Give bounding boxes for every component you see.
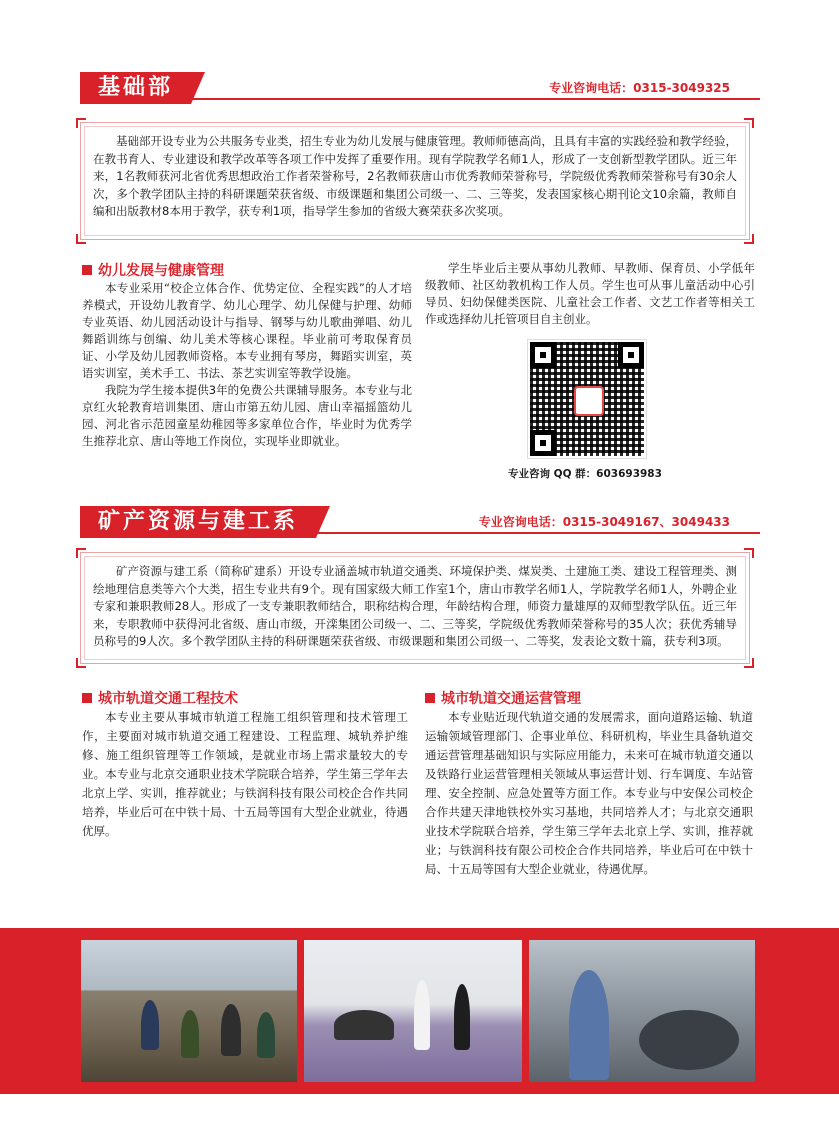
students-figure — [334, 1010, 394, 1040]
major-paragraph: 本专业采用“校企立体合作、优势定位、全程实践”的人才培养模式，开设幼儿教育学、幼儿心理学、幼儿保健与护理、幼师专业英语、幼儿园活动设计与指导、钢琴与幼儿歌曲弹唱、幼儿舞蹈训练与创编、幼儿美术等核心课程。毕业前可考取保育员证、小学及幼儿园教师资格。本专业拥有琴房，舞蹈实训室，英语实训室，美术手工、书法、茶艺实训室等教学设施。 — [82, 281, 412, 380]
worker-figure — [141, 1000, 159, 1050]
major-description — [425, 708, 753, 879]
major-title-text: 幼儿发展与健康管理 — [98, 263, 224, 279]
major-title-rail-engineering — [82, 688, 238, 708]
intro-box-mining-dept — [80, 552, 750, 664]
consult-phone: 专业咨询电话：0315-3049325 — [549, 81, 730, 95]
intro-text: 基础部开设专业为公共服务专业类，招生专业为幼儿发展与健康管理。教师师德高尚，且具有丰富的实践经验和教学经验，在教书育人、专业建设和教学改革等各项工作中发挥了重要作用。现有学院教学名师1人，形成了一支创新型教学团队。近三年来，1名教师获河北省优秀思想政治工作者荣誉称号，2名教师获唐山市优秀教师荣誉称号，学院级优秀教师荣誉称号有30余人次，多个教学团队主持的科研课题荣获省级、市级课题和集团公司级一、二、三等奖，发表国家核心期刊论文10余篇，教师自编和出版教材8本用于教学，获专利1项，指导学生参加的省级大赛荣获多次奖项。 — [93, 134, 737, 218]
frame-corner — [744, 658, 754, 668]
intro-box-basic-dept — [80, 122, 750, 240]
frame-corner — [76, 118, 86, 128]
major-title-text: 城市轨道交通工程技术 — [98, 691, 238, 707]
frame-corner — [744, 118, 754, 128]
major-paragraph: 本专业贴近现代轨道交通的发展需求，面向道路运输、轨道运输领域管理部门、企事业单位、科研机构，毕业生具备轨道交通运营管理基础知识与实际应用能力，未来可在城市轨道交通以及铁路行业运营管理相关领域从事运营计划、行车调度、车站管理、安全控制、应急处置等方面工作。本专业与中安保公司校企合作共建天津地铁校外实习基地，共同培养人才；与北京交通职业技术学院联合培养，学生第三学年去北京上学、实训，推荐就业；与铁润科技有限公司校企合作共同培养，毕业后可在中铁十局、十五局等国有大型企业就业，待遇优厚。 — [425, 710, 753, 876]
section-header-basic-dept — [80, 68, 760, 104]
frame-corner — [76, 234, 86, 244]
worker-figure — [569, 970, 609, 1080]
square-bullet-icon — [82, 265, 92, 275]
worker-figure — [221, 1004, 241, 1056]
person-figure — [454, 984, 470, 1050]
major-title-early-childhood — [82, 260, 224, 280]
qr-finder — [618, 342, 644, 368]
consult-phone: 专业咨询电话：0315-3049167、3049433 — [478, 515, 730, 529]
qq-group: 专业咨询 QQ 群：603693983 — [508, 468, 662, 480]
square-bullet-icon — [425, 693, 435, 703]
major-description — [82, 708, 408, 841]
qr-finder — [530, 342, 556, 368]
section-title: 矿产资源与建工系 — [80, 506, 316, 538]
worker-figure — [181, 1010, 199, 1058]
major-paragraph: 本专业主要从事城市轨道工程施工组织管理和技术管理工作，主要面对城市轨道交通工程建设、工程监理、城轨养护维修、施工组织管理等工作领域，是就业市场上需求量较大的专业。本专业与北京交通职业技术学院联合培养，学生第三学年去北京上学、实训，推荐就业；与铁润科技有限公司校企合作共同培养，毕业后可在中铁十局、十五局等国有大型企业就业，待遇优厚。 — [82, 710, 408, 838]
qr-code-icon — [528, 340, 646, 458]
major-title-text: 城市轨道交通运营管理 — [441, 691, 581, 707]
photo-classroom — [304, 940, 522, 1082]
career-paragraph: 学生毕业后主要从事幼儿教师、早教师、保育员、小学低年级教师、社区幼教机构工作人员。学生也可从事儿童活动中心引导员、妇幼保健类医院、儿童社会工作者、文艺工作者等相关工作或选择幼儿托管项目自主创业。 — [425, 261, 755, 326]
section-header-mining-dept — [80, 502, 760, 538]
major-title-rail-operations — [425, 688, 581, 708]
photo-train-workshop — [529, 940, 755, 1082]
person-figure — [414, 980, 430, 1050]
frame-corner — [76, 548, 86, 558]
frame-corner — [744, 234, 754, 244]
intro-text: 矿产资源与建工系（简称矿建系）开设专业涵盖城市轨道交通类、环境保护类、煤炭类、土建施工类、建设工程管理类、测绘地理信息类等六个大类，招生专业共有9个。现有国家级大师工作室1个，唐山市教学名师1人，学院教学名师1人，外聘企业专家和兼职教师28人。形成了一支专兼职教师结合，职称结构合理，年龄结构合理，师资力量雄厚的双师型教学队伍。近三年来，专职教师中获得河北省级、唐山市级，开滦集团公司级一、二、三等奖，学院级优秀教师荣誉称号的35人次；获优秀辅导员称号的9人次。多个教学团队主持的科研课题荣获省级、市级课题和集团公司级一、二等奖，发表论文数十篇，获专利3项。 — [93, 564, 737, 648]
photo-construction-site — [81, 940, 297, 1082]
major-paragraph: 我院为学生接本提供3年的免费公共课辅导服务。本专业与北京红火轮教育培训集团、唐山市第五幼儿园、唐山幸福摇篮幼儿园、河北省示范园童星幼稚园等多家单位合作，毕业时为优秀学生推荐北京、唐山等地工作岗位，实现毕业即就业。 — [82, 383, 412, 448]
career-description — [425, 260, 755, 328]
wheelset-figure — [639, 1010, 739, 1070]
frame-corner — [76, 658, 86, 668]
frame-corner — [744, 548, 754, 558]
qr-finder — [530, 430, 556, 456]
qr-logo — [574, 386, 604, 416]
major-description — [82, 280, 412, 450]
section-title: 基础部 — [80, 72, 191, 104]
worker-figure — [257, 1012, 275, 1058]
square-bullet-icon — [82, 693, 92, 703]
